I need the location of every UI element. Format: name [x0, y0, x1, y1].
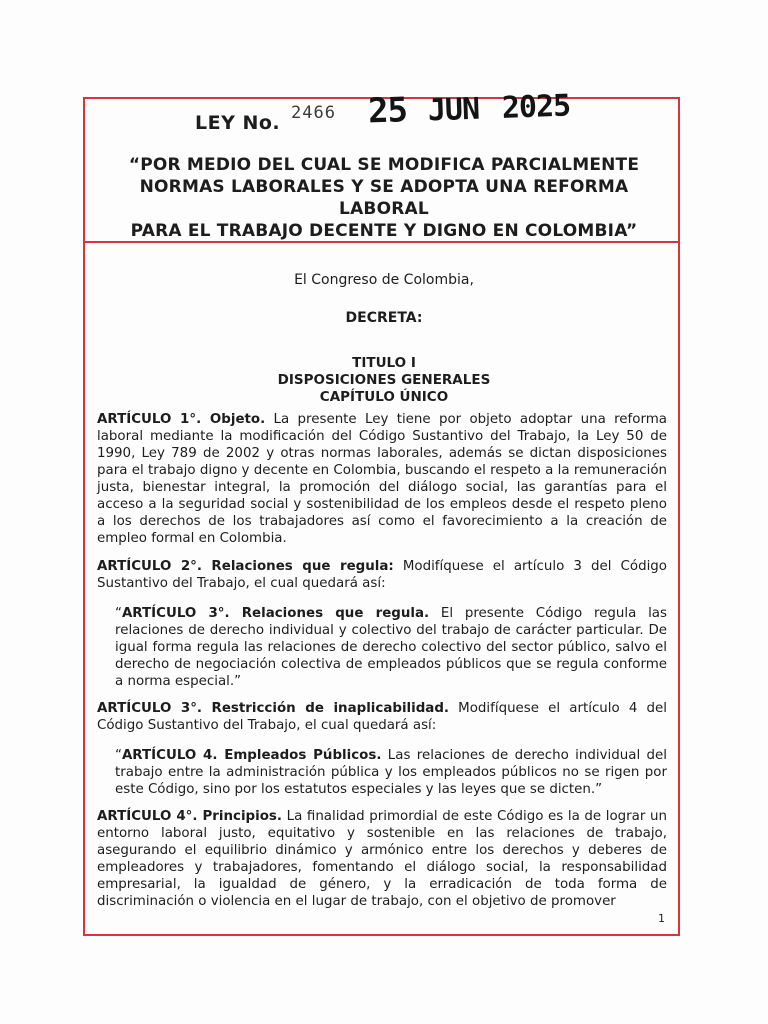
quote-open: “	[115, 748, 122, 763]
article-3-quote	[115, 747, 667, 798]
disposiciones-line: DISPOSICIONES GENERALES	[277, 372, 491, 388]
decreta-heading: DECRETA:	[345, 310, 423, 326]
quote-open: “	[115, 606, 122, 621]
article-3	[97, 700, 667, 734]
article-1-text: La presente Ley tiene por objeto adoptar una reforma laboral mediante la modificación del Código Sustantivo del Trabajo, la Ley 50 de 1990, Ley 789 de 2002 y otras normas laborales, además se dictan disposiciones para el trabajo digno y decente en Colombia, buscando el respeto a la remuneración justa, bienestar integral, la promoción del diálogo social, las garantías para el acceso a la seguridad social y sostenibilidad de los empleos desde el respeto pleno a los derechos de los trabajadores así como el favorecimiento a la creación de empleo formal en Colombia.	[97, 412, 667, 546]
stamp-day: 25	[367, 90, 408, 132]
article-3-text: Modifíquese el artículo 4 del Código Sustantivo del Trabajo, el cual quedará así:	[97, 701, 667, 733]
article-4-heading: ARTÍCULO 4°. Principios.	[97, 809, 282, 824]
law-title-line: NORMAS LABORALES Y SE ADOPTA UNA REFORMA LABORAL	[139, 177, 629, 219]
article-4	[97, 808, 667, 910]
titulo-heading	[100, 355, 668, 406]
congreso-heading: El Congreso de Colombia,	[294, 272, 474, 288]
article-2-heading: ARTÍCULO 2°. Relaciones que regula:	[97, 559, 394, 574]
stamp-month: JUN	[427, 91, 480, 129]
law-label: LEY No.	[195, 112, 281, 134]
article-1-heading: ARTÍCULO 1°. Objeto.	[97, 412, 266, 427]
article-2	[97, 558, 667, 592]
stamp-year: 2025	[501, 88, 571, 126]
article-2-quote-heading: ARTÍCULO 3°. Relaciones que regula.	[121, 606, 430, 621]
article-3-heading: ARTÍCULO 3°. Restricción de inaplicabilidad.	[97, 701, 450, 716]
law-number: 2466	[291, 103, 336, 123]
article-2-quote	[115, 605, 667, 690]
law-title	[100, 154, 668, 242]
titulo-line: TITULO I	[352, 355, 416, 371]
article-3-quote-text: Las relaciones de derecho individual del trabajo entre la administración pública y los empleados públicos no se rigen por este Código, sino por los estatutos especiales y las leyes que se dicten.”	[115, 748, 667, 797]
article-1	[97, 411, 667, 547]
article-4-text: La finalidad primordial de este Código es la de lograr un entorno laboral justo, equitativo y sostenible en las relaciones de trabajo, asegurando el equilibrio dinámico y armónico entre los derechos y deberes de empleadores y trabajadores, fomentando el diálogo social, la responsabilidad empresarial, la igualdad de género, y la erradicación de toda forma de discriminación o violencia en el lugar de trabajo, con el objetivo de promover	[97, 809, 667, 909]
article-2-text: Modifíquese el artículo 3 del Código Sustantivo del Trabajo, el cual quedará así:	[97, 559, 668, 591]
article-2-quote-text: El presente Código regula las relaciones de derecho individual y colectivo del trabajo de carácter particular. De igual forma regula las relaciones de derecho colectivo del sector público, salvo el derecho de negociación colectiva de empleados públicos que se regula conforme a norma especial.”	[115, 606, 667, 689]
page-number: 1	[658, 912, 665, 925]
law-title-line: “POR MEDIO DEL CUAL SE MODIFICA PARCIALMENTE	[128, 155, 640, 175]
date-stamp	[367, 84, 570, 131]
law-title-line: PARA EL TRABAJO DECENTE Y DIGNO EN COLOMBIA”	[130, 221, 638, 241]
capitulo-line: CAPÍTULO ÚNICO	[319, 389, 449, 405]
article-3-quote-heading: ARTÍCULO 4. Empleados Públicos.	[121, 748, 382, 763]
